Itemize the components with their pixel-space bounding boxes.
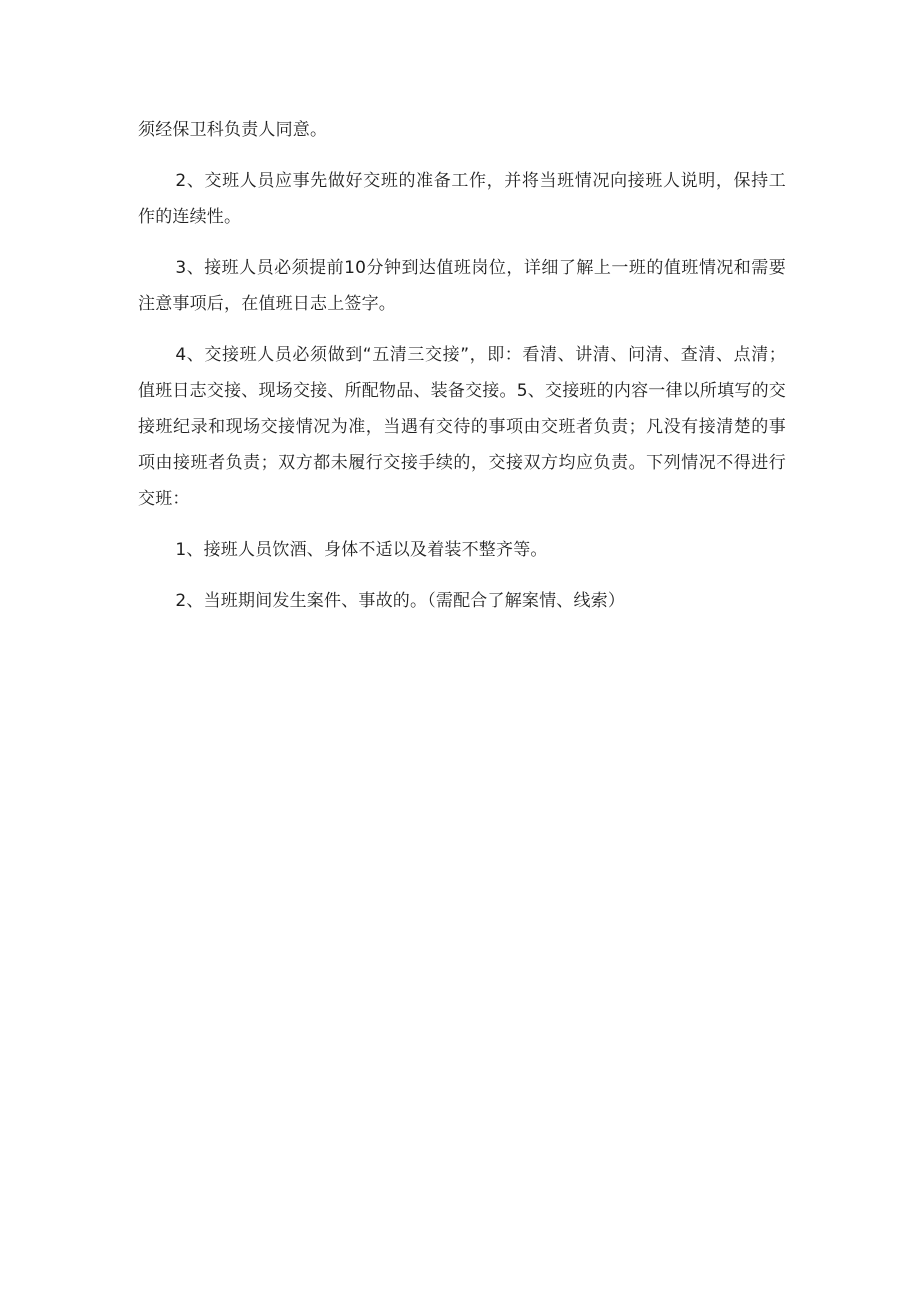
paragraph-rule-4-5: 4、交接班人员必须做到“五清三交接”，即：看清、讲清、问清、查清、点清；值班日志交接、现场交接、所配物品、装备交接。5、交接班的内容一律以所填写的交接班纪录和现场交接情况为准，当遇有交待的事项由交班者负责；凡没有接清楚的事项由接班者负责；双方都未履行交接手续的，交接双方均应负责。下列情况不得进行交班： [138,345,786,509]
document-body [138,112,786,634]
paragraph-exception-2: 2、当班期间发生案件、事故的。（需配合了解案情、线索） [175,591,626,611]
paragraph-rule-2: 2、交班人员应事先做好交班的准备工作，并将当班情况向接班人说明，保持工作的连续性。 [138,171,786,227]
paragraph-continuation: 须经保卫科负责人同意。 [138,120,328,140]
paragraph-exception-1: 1、接班人员饮酒、身体不适以及着装不整齐等。 [175,540,548,560]
paragraph-rule-3: 3、接班人员必须提前10分钟到达值班岗位，详细了解上一班的值班情况和需要注意事项后，在值班日志上签字。 [138,258,786,314]
